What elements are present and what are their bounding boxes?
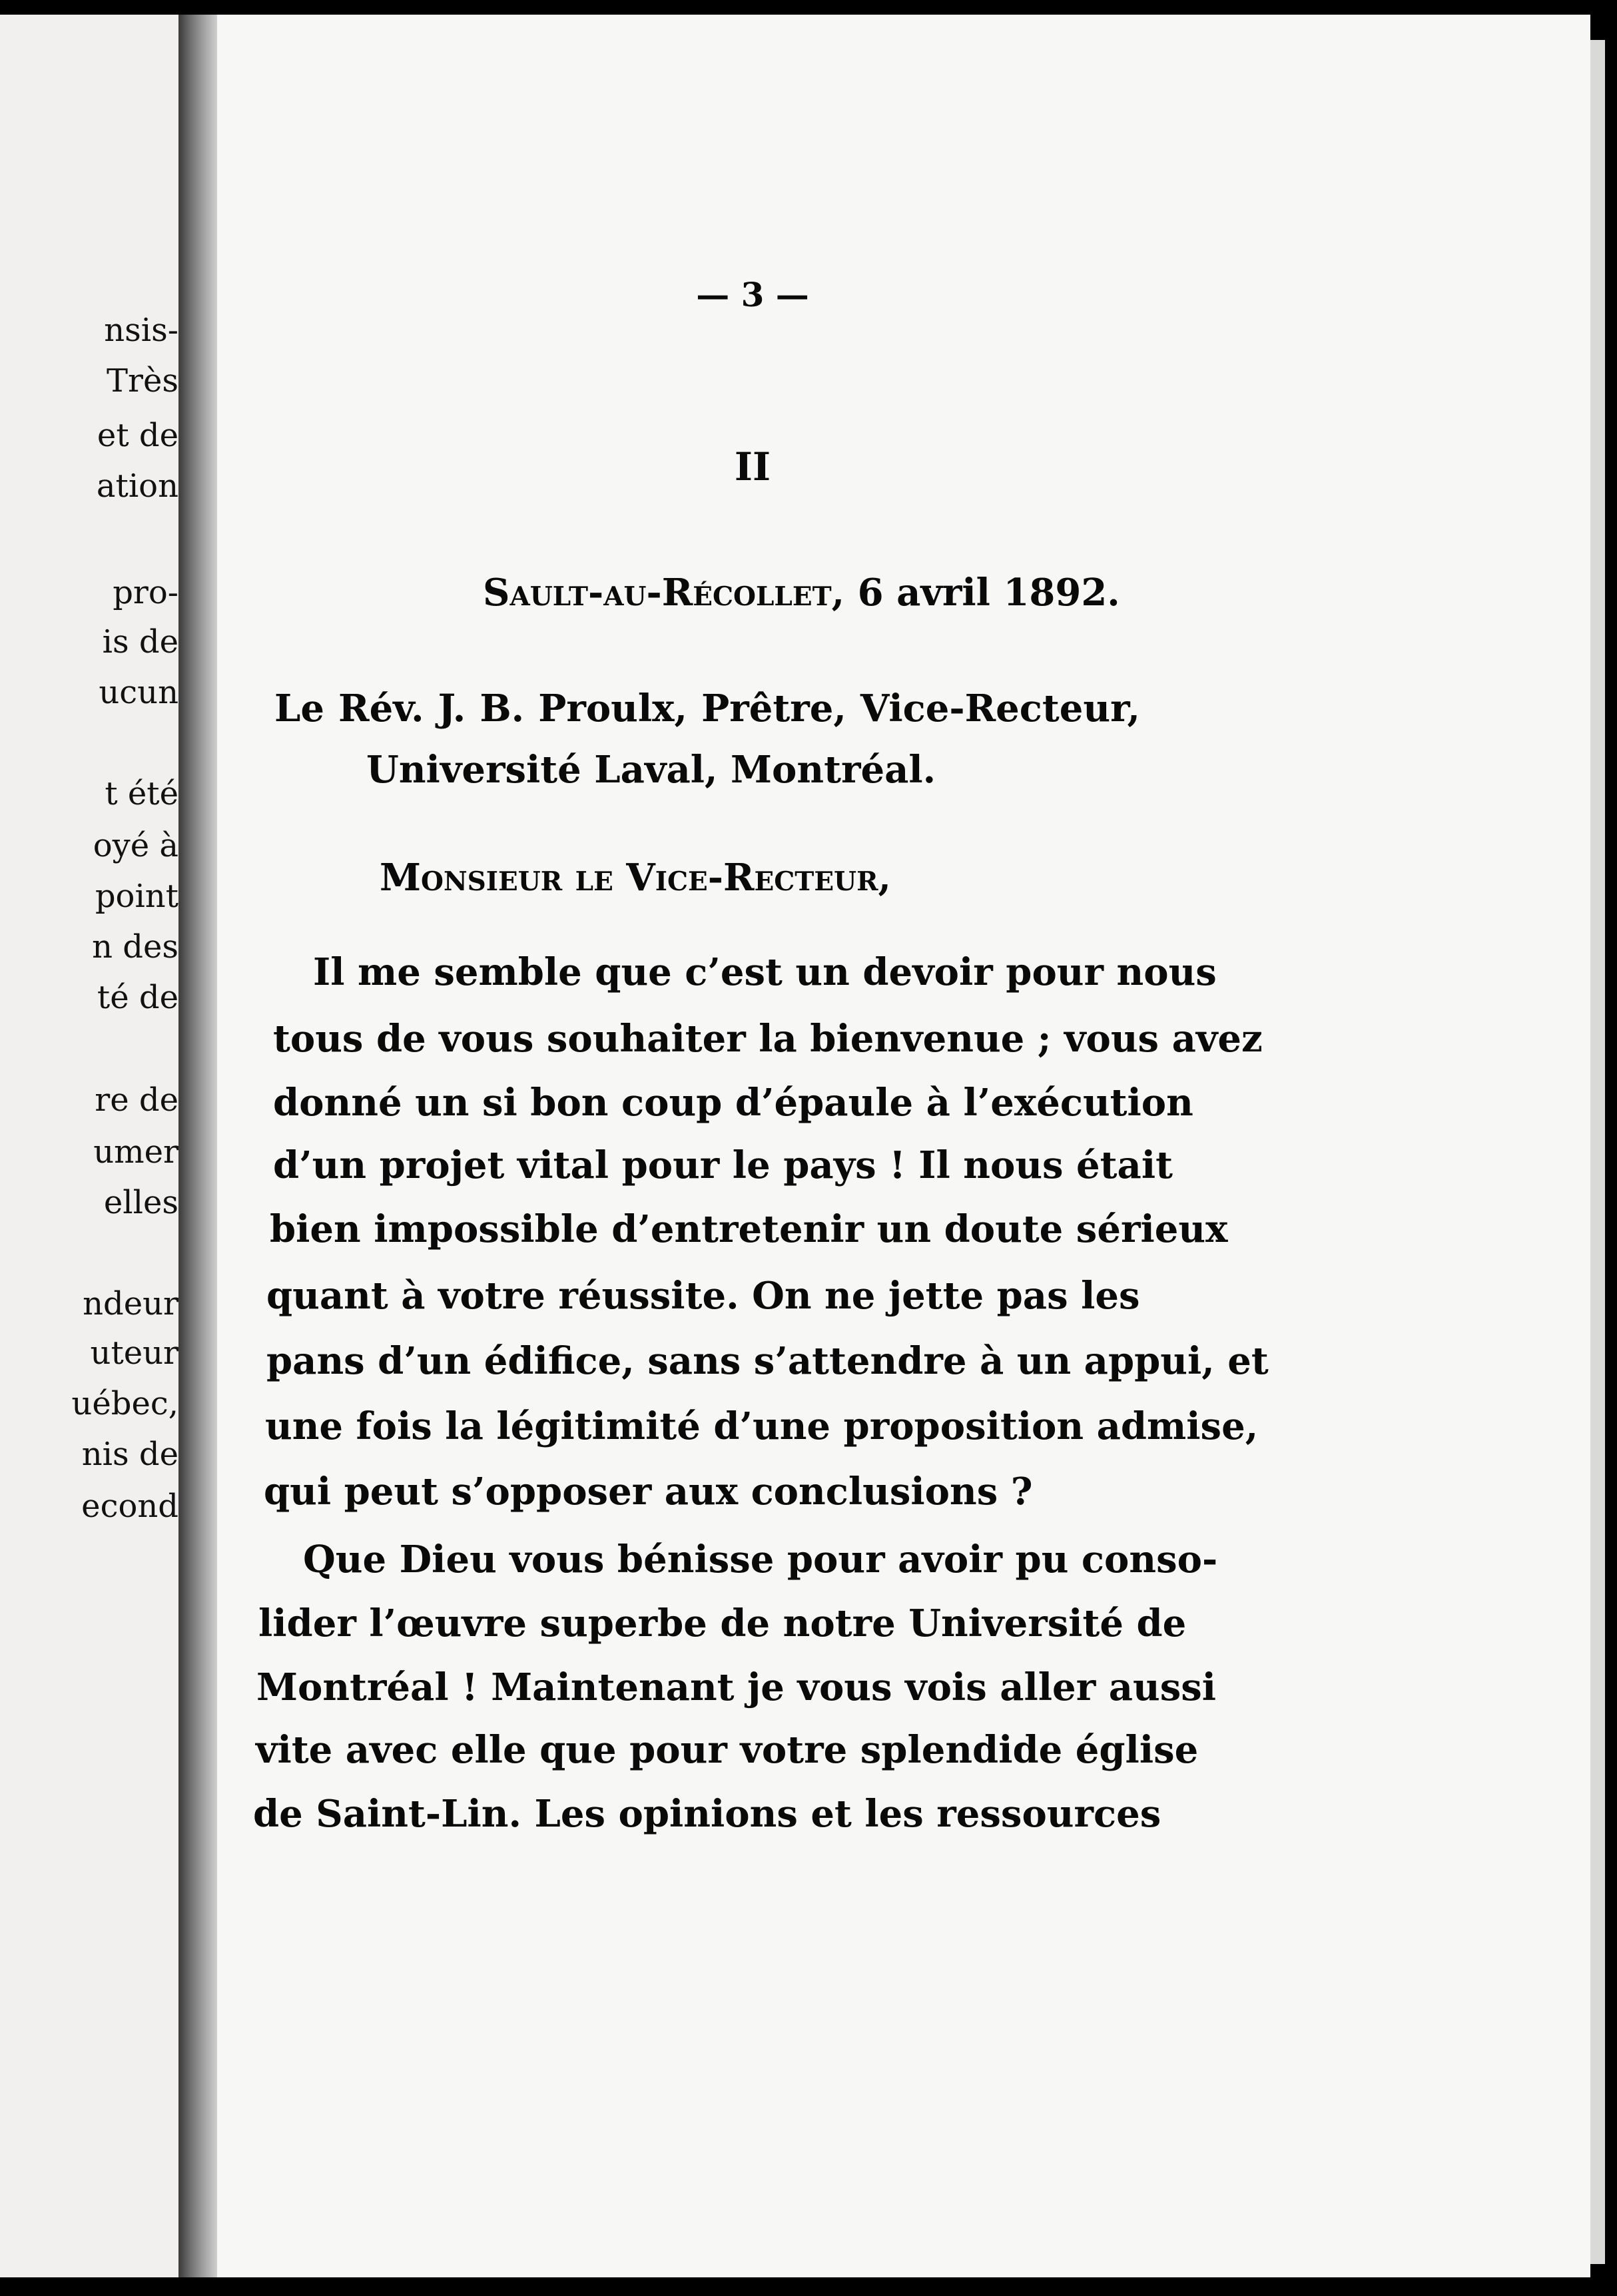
book-gutter xyxy=(178,15,217,2277)
left-page-fragment: et de xyxy=(97,417,178,454)
left-page-fragment: oyé à xyxy=(93,827,178,864)
body-line: quant à votre réussite. On ne jette pas les xyxy=(266,1274,1140,1318)
left-page-fragment: ucun xyxy=(99,674,178,711)
body-line: bien impossible d’entretenir un doute sérieux xyxy=(270,1207,1228,1251)
body-line: lider l’œuvre superbe de notre Université de xyxy=(258,1601,1187,1645)
addressee-line-1: Le Rév. J. B. Proulx, Prêtre, Vice-Recteur, xyxy=(274,687,1140,730)
left-page-fragment: Très xyxy=(107,362,178,400)
left-page-fragment: elles xyxy=(103,1184,178,1221)
body-line: Il me semble que c’est un devoir pour nous xyxy=(313,950,1217,994)
addressee-line-2: Université Laval, Montréal. xyxy=(366,748,936,792)
left-page-fragment: n des xyxy=(92,928,178,966)
dateline-place: Sault-au-Récollet, xyxy=(483,571,845,615)
left-page-fragment: point xyxy=(95,878,178,915)
salutation: Monsieur le Vice-Recteur, xyxy=(380,856,891,900)
left-page-fragment: uteur xyxy=(90,1334,178,1372)
page-number: — 3 — xyxy=(696,275,809,314)
left-page-fragment: pro- xyxy=(113,574,178,611)
left-page-fragment: econd xyxy=(81,1488,178,1525)
left-page-fragment: ation xyxy=(96,467,178,505)
left-page-fragment: nis de xyxy=(81,1436,178,1473)
body-line: Que Dieu vous bénisse pour avoir pu conso- xyxy=(303,1538,1218,1581)
body-line: de Saint-Lin. Les opinions et les ressources xyxy=(253,1792,1161,1836)
body-line: d’un projet vital pour le pays ! Il nous était xyxy=(273,1143,1173,1187)
left-page xyxy=(0,15,178,2277)
left-page-fragment: uébec, xyxy=(71,1385,178,1422)
dateline-date: 6 avril 1892. xyxy=(857,571,1120,615)
left-page-fragment: re de xyxy=(95,1081,178,1119)
body-line: donné un si bon coup d’épaule à l’exécution xyxy=(273,1081,1193,1125)
left-page-fragment: té de xyxy=(97,979,178,1016)
page-edge xyxy=(1590,40,1605,2264)
left-page-fragment: umer xyxy=(93,1133,178,1171)
body-line: vite avec elle que pour votre splendide église xyxy=(256,1728,1199,1772)
left-page-fragment: ndeur xyxy=(83,1285,178,1322)
body-line: une fois la légitimité d’une proposition admise, xyxy=(265,1404,1259,1448)
body-line: pans d’un édifice, sans s’attendre à un appui, et xyxy=(266,1339,1269,1383)
body-line: tous de vous souhaiter la bienvenue ; vous avez xyxy=(273,1017,1263,1061)
left-page-fragment: is de xyxy=(102,623,178,661)
body-line: qui peut s’opposer aux conclusions ? xyxy=(264,1470,1033,1514)
body-line: Montréal ! Maintenant je vous vois aller aussi xyxy=(256,1665,1217,1709)
section-number: II xyxy=(734,444,771,489)
left-page-fragment: nsis- xyxy=(104,312,178,349)
dateline xyxy=(483,571,1120,615)
left-page-fragment: t été xyxy=(105,775,178,812)
